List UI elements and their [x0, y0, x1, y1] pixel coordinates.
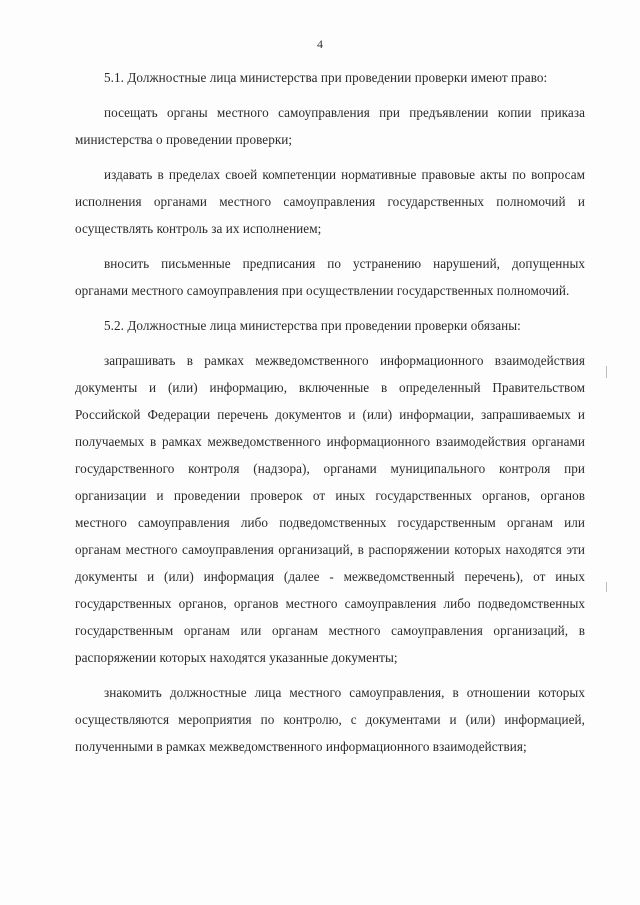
- paragraph-issue-orders: вносить письменные предписания по устранению нарушений, допущенных органами местного самоуправления при осуществлении государственных полномочий.: [75, 256, 585, 298]
- paragraph-visit-bodies: посещать органы местного самоуправления при предъявлении копии приказа министерства о проведении проверки;: [75, 105, 585, 147]
- document-body: [75, 64, 585, 760]
- page-number: 4: [317, 37, 323, 51]
- scan-mark: [606, 582, 607, 592]
- paragraph-5-1-heading: 5.1. Должностные лица министерства при проведении проверки имеют право:: [104, 70, 548, 85]
- paragraph-acquaint-officials: знакомить должностные лица местного самоуправления, в отношении которых осуществляются мероприятия по контролю, с документами и (или) информацией, полученными в рамках межведомственного информационного взаимодействия;: [75, 685, 585, 754]
- paragraph-issue-acts: издавать в пределах своей компетенции нормативные правовые акты по вопросам исполнения органами местного самоуправления государственных полномочий и осуществлять контроль за их исполнением;: [75, 167, 585, 236]
- scan-mark: [606, 366, 607, 378]
- paragraph-5-2-heading: 5.2. Должностные лица министерства при проведении проверки обязаны:: [104, 318, 521, 333]
- paragraph-request-documents: запрашивать в рамках межведомственного информационного взаимодействия документы и (или) информацию, включенные в определенный Правительством Российской Федерации перечень документов и (или) информации, запрашиваемых и получаемых в рамках межведомственного информационного взаимодействия органами государственного контроля (надзора), органами муниципального контроля при организации и проведении проверок от иных государственных органов, органов местного самоуправления либо подведомственных государственным органам или органам местного самоуправления организаций, в распоряжении которых находятся эти документы и (или) информация (далее - межведомственный перечень), от иных государственных органов, органов местного самоуправления либо подведомственных государственным органам или органам местного самоуправления организаций, в распоряжении которых находятся указанные документы;: [75, 353, 585, 665]
